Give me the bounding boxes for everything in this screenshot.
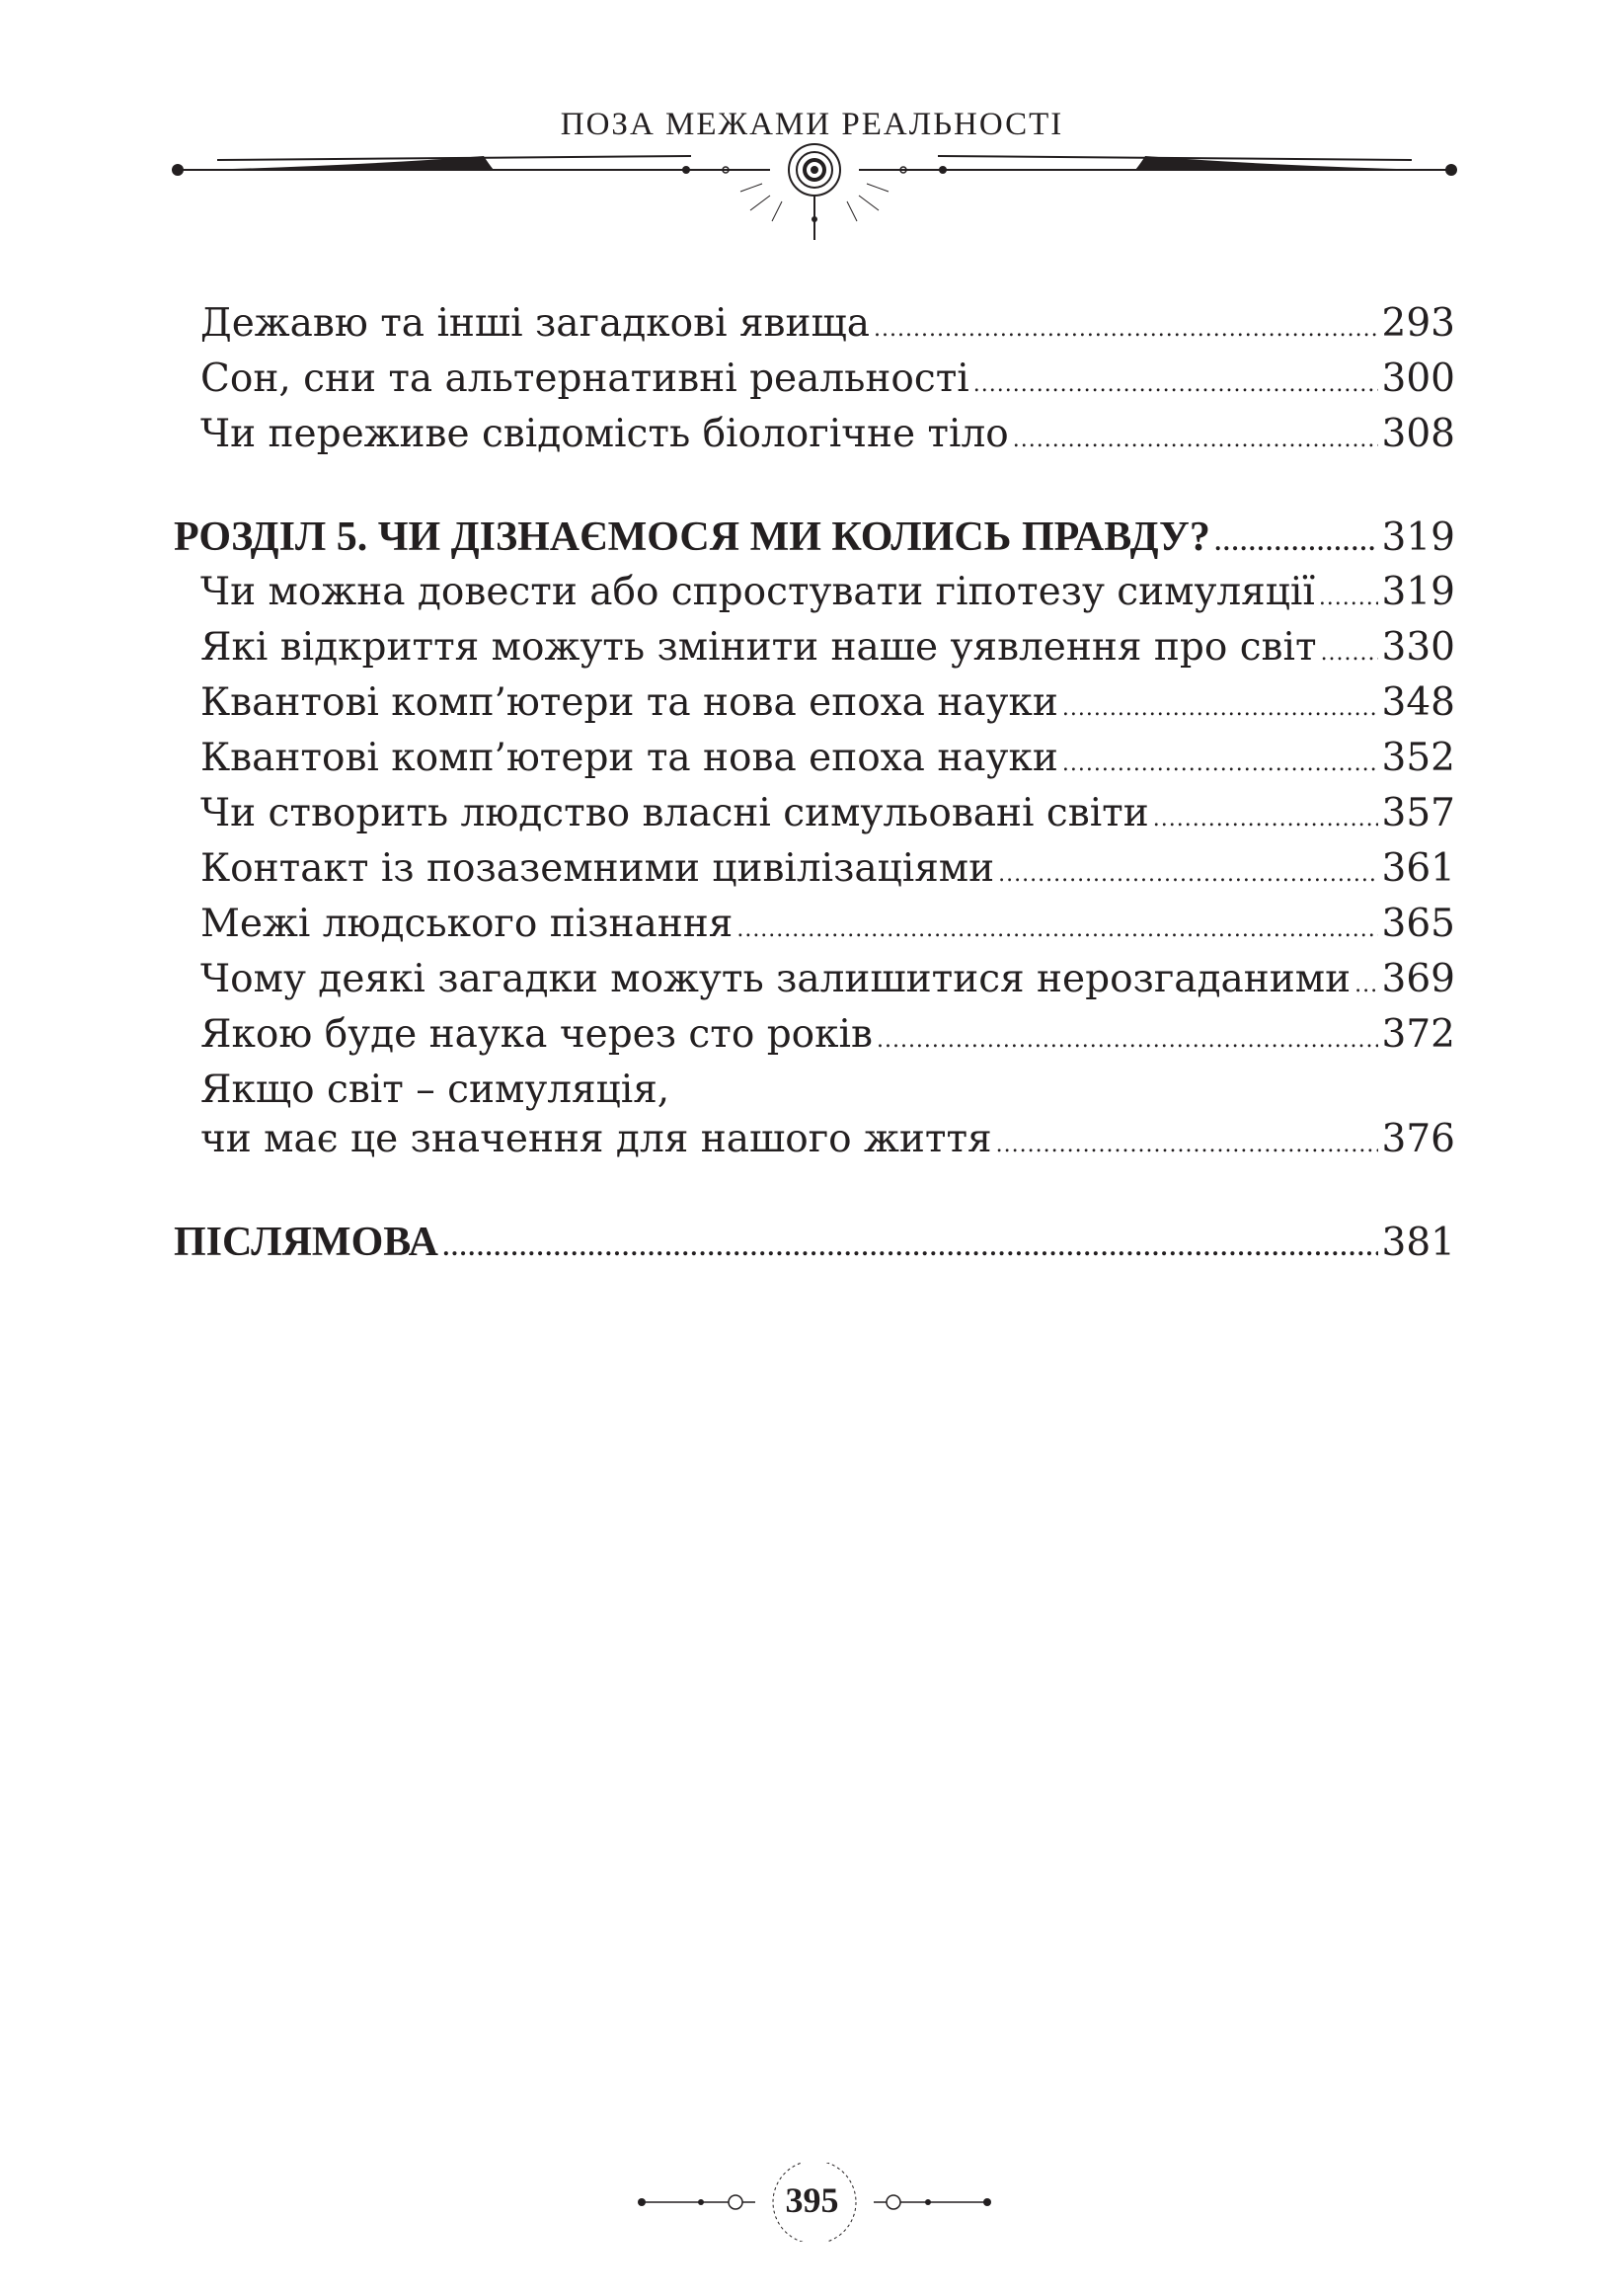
dot-leader bbox=[442, 1218, 1378, 1273]
toc-entry-page: 293 bbox=[1381, 301, 1455, 346]
toc-entry[interactable] bbox=[174, 955, 1455, 1010]
dot-leader bbox=[996, 1115, 1378, 1170]
toc-entry[interactable] bbox=[174, 789, 1455, 844]
table-of-contents bbox=[174, 299, 1455, 1273]
toc-entry-page: 352 bbox=[1381, 736, 1455, 780]
dot-leader bbox=[1062, 734, 1378, 789]
toc-entry-page: 369 bbox=[1381, 957, 1455, 1001]
toc-chapter-page: 319 bbox=[1381, 515, 1455, 560]
toc-afterword-heading[interactable] bbox=[174, 1218, 1455, 1273]
toc-entry-page: 308 bbox=[1381, 412, 1455, 456]
dot-leader bbox=[1321, 623, 1378, 678]
running-title: ПОЗА МЕЖАМИ РЕАЛЬНОСТІ bbox=[560, 107, 1064, 142]
toc-entry[interactable] bbox=[174, 678, 1455, 734]
toc-entry-page: 357 bbox=[1381, 791, 1455, 835]
toc-entry[interactable] bbox=[174, 1115, 1455, 1170]
toc-entry[interactable] bbox=[174, 299, 1455, 355]
dot-leader bbox=[1354, 955, 1377, 1010]
spacer bbox=[174, 1170, 1455, 1218]
dot-leader bbox=[877, 1010, 1378, 1066]
toc-entry-title: Які відкриття можуть змінити наше уявлення про світ bbox=[200, 625, 1317, 670]
toc-entry-first-line[interactable] bbox=[174, 1066, 1455, 1115]
toc-entry[interactable] bbox=[174, 568, 1455, 623]
dot-leader bbox=[874, 299, 1378, 355]
toc-entry[interactable] bbox=[174, 355, 1455, 410]
toc-entry-title: Дежавю та інші загадкові явища bbox=[200, 301, 871, 346]
toc-entry-page: 300 bbox=[1381, 356, 1455, 401]
toc-entry[interactable] bbox=[174, 623, 1455, 678]
toc-entry[interactable] bbox=[174, 1010, 1455, 1066]
toc-entry-page: 330 bbox=[1381, 625, 1455, 670]
toc-entry-page: 365 bbox=[1381, 902, 1455, 946]
dot-leader bbox=[1153, 789, 1378, 844]
dot-leader bbox=[736, 900, 1377, 955]
toc-entry-title: чи має це значення для нашого життя bbox=[200, 1117, 992, 1161]
dot-leader bbox=[1319, 568, 1378, 623]
toc-entry-page: 361 bbox=[1381, 846, 1455, 891]
dot-leader bbox=[1062, 678, 1378, 734]
toc-entry-page: 319 bbox=[1381, 570, 1455, 614]
toc-entry-title: Контакт із позаземними цивілізаціями bbox=[200, 846, 995, 891]
toc-afterword-title: ПІСЛЯМОВА bbox=[174, 1220, 438, 1265]
toc-entry[interactable] bbox=[174, 900, 1455, 955]
toc-entry-title: Чи переживе свідомість біологічне тіло bbox=[200, 412, 1009, 456]
toc-entry-page: 376 bbox=[1381, 1117, 1455, 1161]
dot-leader bbox=[998, 844, 1377, 900]
dot-leader bbox=[973, 355, 1378, 410]
toc-chapter-title: РОЗДІЛ 5. ЧИ ДІЗНАЄМОСЯ МИ КОЛИСЬ ПРАВДУ? bbox=[174, 515, 1210, 560]
spacer bbox=[174, 465, 1455, 513]
toc-afterword-page: 381 bbox=[1381, 1221, 1455, 1265]
toc-entry-title: Межі людського пізнання bbox=[200, 902, 734, 946]
dot-leader bbox=[1214, 513, 1378, 568]
toc-entry-title: Чи створить людство власні симульовані світи bbox=[200, 791, 1149, 835]
toc-entry-title: Чи можна довести або спростувати гіпотезу симуляції bbox=[200, 570, 1315, 614]
toc-entry[interactable] bbox=[174, 734, 1455, 789]
toc-entry-page: 372 bbox=[1381, 1012, 1455, 1057]
toc-entry[interactable] bbox=[174, 410, 1455, 465]
toc-entry[interactable] bbox=[174, 844, 1455, 900]
toc-entry-title: Якщо світ – симуляція, bbox=[200, 1068, 670, 1112]
toc-entry-title: Квантові комп’ютери та нова епоха науки bbox=[200, 736, 1058, 780]
toc-entry-title: Сон, сни та альтернативні реальності bbox=[200, 356, 969, 401]
toc-entry-page: 348 bbox=[1381, 680, 1455, 725]
toc-entry-title: Якою буде наука через сто років bbox=[200, 1012, 873, 1057]
toc-entry-title: Квантові комп’ютери та нова епоха науки bbox=[200, 680, 1058, 725]
toc-entry-title: Чому деякі загадки можуть залишитися нерозгаданими bbox=[200, 957, 1352, 1001]
dot-leader bbox=[1013, 410, 1378, 465]
header-ornament bbox=[158, 126, 1471, 255]
page-number: 395 bbox=[785, 2180, 839, 2220]
toc-chapter-heading[interactable] bbox=[174, 513, 1455, 568]
